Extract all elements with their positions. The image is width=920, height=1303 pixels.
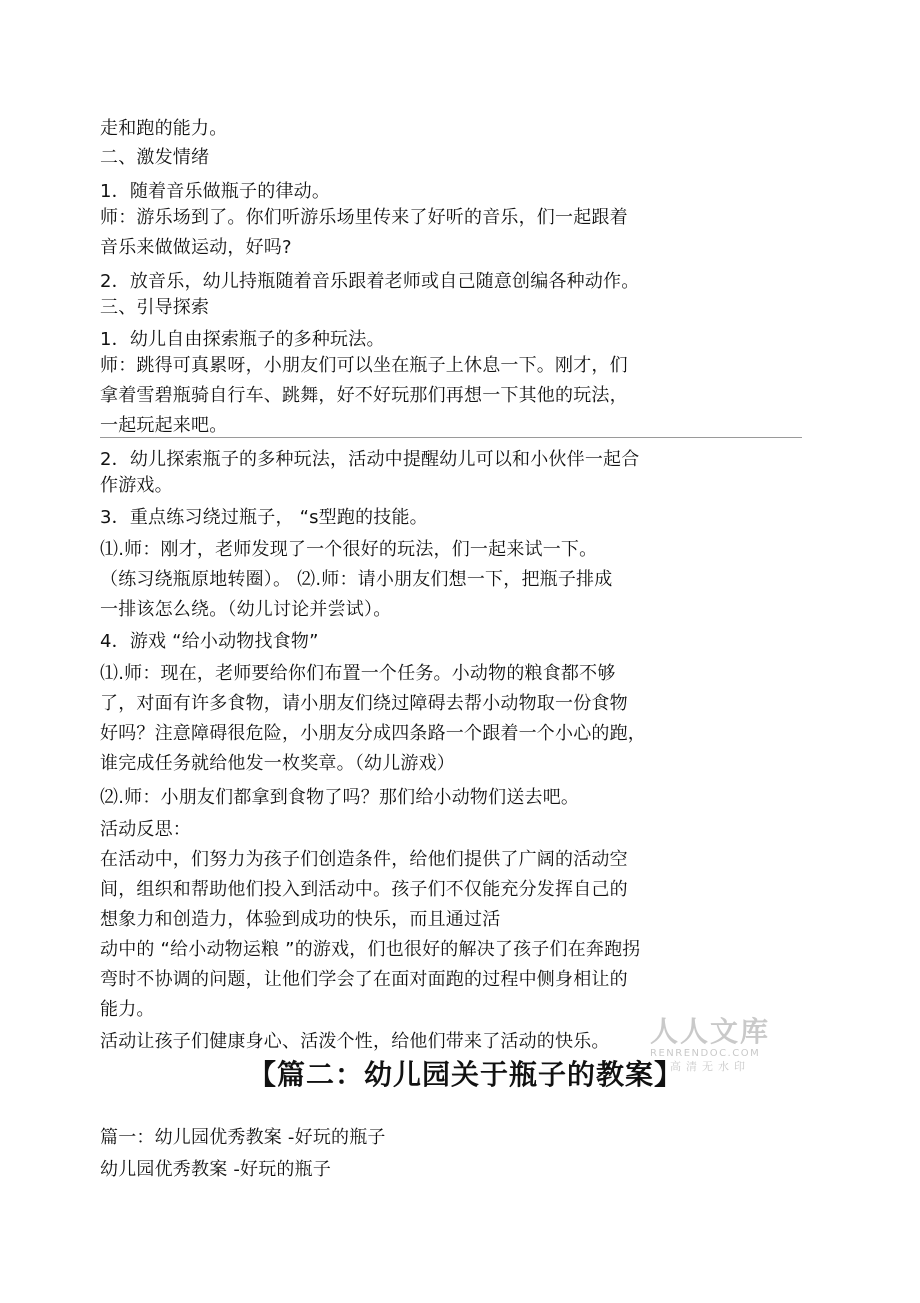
text-line: 音乐来做做运动，好吗?: [100, 237, 292, 258]
watermark-url: RENRENDOC.COM: [650, 1048, 761, 1059]
text-line: 活动让孩子们健康身心、活泼个性，给他们带来了活动的快乐。: [100, 1031, 610, 1052]
section-heading: 【篇二：幼儿园关于瓶子的教案】: [248, 1058, 684, 1091]
section-title: 二、激发情绪: [100, 147, 210, 168]
text-line: 一起玩起来吧。: [100, 415, 228, 436]
text-line: 想象力和创造力，体验到成功的快乐，而且通过活: [100, 909, 501, 930]
text-line: ⑵.师：小朋友们都拿到食物了吗？那们给小动物们送去吧。: [100, 787, 580, 808]
text-line: ⑴.师：刚才，老师发现了一个很好的玩法，们一起来试一下。: [100, 539, 598, 560]
text-line: 间，组织和帮助他们投入到活动中。孩子们不仅能充分发挥自己的: [100, 879, 628, 900]
text-line: 篇一：幼儿园优秀教案 -好玩的瓶子: [100, 1127, 386, 1148]
section-title: 活动反思：: [100, 819, 191, 840]
text-line: 了，对面有许多食物，请小朋友们绕过障碍去帮小动物取一份食物: [100, 693, 628, 714]
page-divider: [100, 437, 802, 438]
watermark-title: 人人文库: [650, 1015, 771, 1048]
text-line: 动中的 “给小动物运粮 ”的游戏，们也很好的解决了孩子们在奔跑拐: [100, 939, 641, 960]
list-item: 2．幼儿探索瓶子的多种玩法，活动中提醒幼儿可以和小伙伴一起合: [100, 449, 640, 470]
watermark-slogan: 高清无水印: [670, 1060, 750, 1073]
text-line: ⑴.师：现在，老师要给你们布置一个任务。小动物的粮食都不够: [100, 663, 616, 684]
text-line: 走和跑的能力。: [100, 118, 228, 139]
list-item: 1．幼儿自由探索瓶子的多种玩法。: [100, 329, 385, 350]
text-line: 师：跳得可真累呀，小朋友们可以坐在瓶子上休息一下。刚才，们: [100, 355, 628, 376]
text-line: （练习绕瓶原地转圈）。 ⑵.师：请小朋友们想一下，把瓶子排成: [100, 569, 613, 590]
text-line: 好吗？注意障碍很危险，小朋友分成四条路一个跟着一个小心的跑，: [100, 723, 646, 744]
text-line: 一排该怎么绕。（幼儿讨论并尝试）。: [100, 599, 392, 620]
text-line: 能力。: [100, 999, 155, 1020]
text-line: 拿着雪碧瓶骑自行车、跳舞，好不好玩那们再想一下其他的玩法，: [100, 385, 628, 406]
text-line: 师：游乐场到了。你们听游乐场里传来了好听的音乐，们一起跟着: [100, 207, 628, 228]
list-item: 4．游戏 “给小动物找食物”: [100, 631, 319, 652]
text-line: 作游戏。: [100, 475, 173, 496]
list-item: 1．随着音乐做瓶子的律动。: [100, 181, 331, 202]
text-line: 谁完成任务就给他发一枚奖章。（幼儿游戏）: [100, 753, 455, 774]
list-item: 2．放音乐，幼儿持瓶随着音乐跟着老师或自己随意创编各种动作。: [100, 271, 640, 292]
text-line: 在活动中，们努力为孩子们创造条件，给他们提供了广阔的活动空: [100, 849, 628, 870]
text-line: 弯时不协调的问题，让他们学会了在面对面跑的过程中侧身相让的: [100, 969, 628, 990]
section-title: 三、引导探索: [100, 297, 210, 318]
list-item: 3．重点练习绕过瓶子， “s型跑的技能。: [100, 507, 428, 528]
text-line: 幼儿园优秀教案 -好玩的瓶子: [100, 1159, 332, 1180]
